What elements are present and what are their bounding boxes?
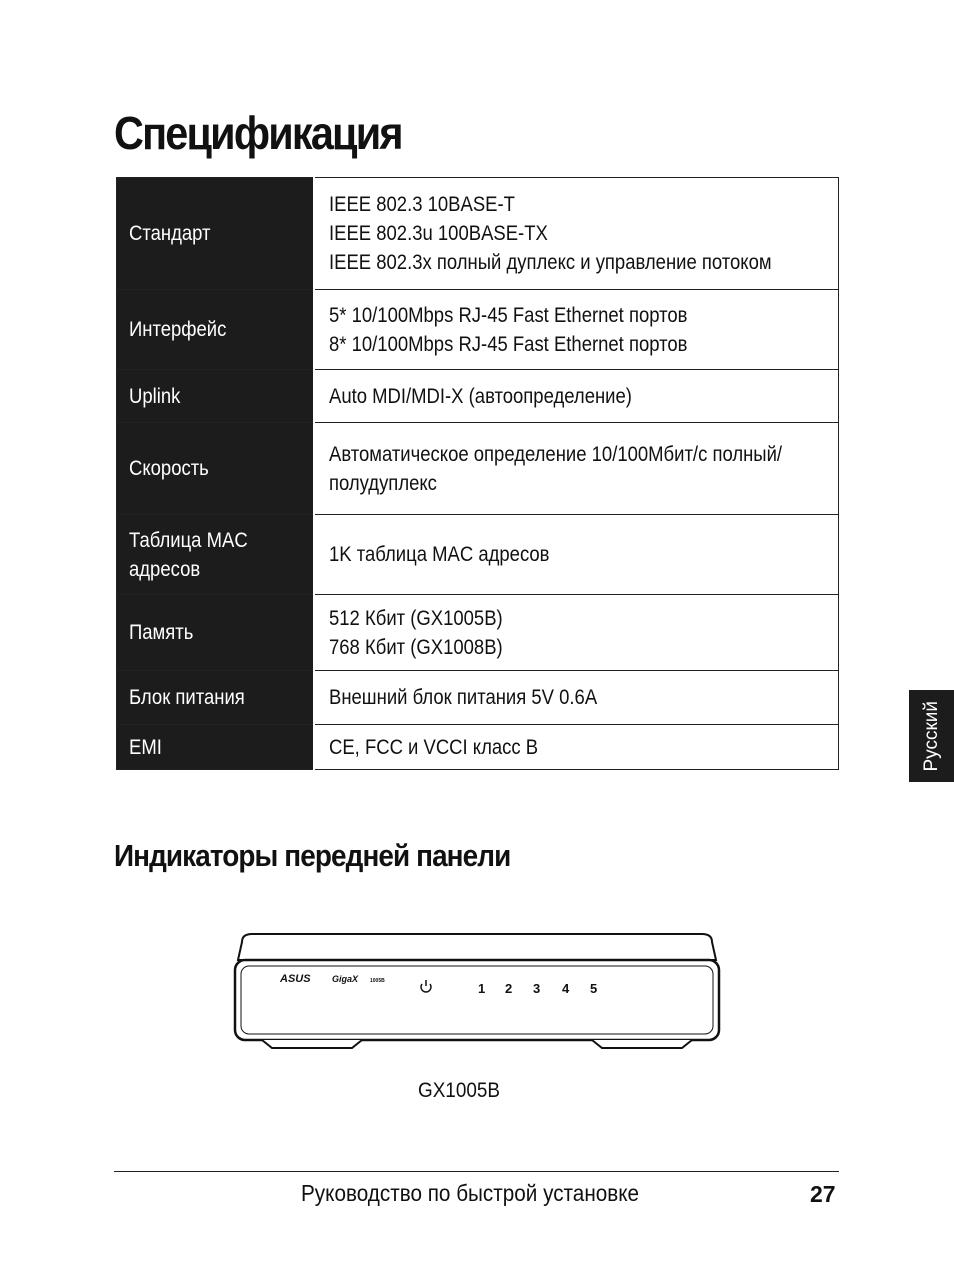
spec-label: Блок питания (117, 671, 315, 725)
spec-label: Стандарт (117, 178, 315, 290)
spec-value: 1K таблица MAC адресов (314, 515, 839, 595)
spec-value: 5* 10/100Mbps RJ-45 Fast Ethernet портов 8* 10/100Mbps RJ-45 Fast Ethernet портов (314, 290, 839, 370)
spec-value: Auto MDI/MDI-X (автоопределение) (314, 370, 839, 423)
spec-label: Память (117, 595, 315, 671)
spec-row-emi (117, 725, 839, 770)
port-led-2: 2 (505, 981, 513, 996)
spec-row-power-supply (117, 671, 839, 725)
page-title: Спецификация (114, 107, 402, 159)
spec-value: Внешний блок питания 5V 0.6A (314, 671, 839, 725)
spec-row-standard (117, 178, 839, 290)
port-led-1: 1 (478, 981, 486, 996)
spec-row-uplink (117, 370, 839, 423)
spec-value: 512 Кбит (GX1005B) 768 Кбит (GX1008B) (314, 595, 839, 671)
model-small-logo: 1005B (370, 978, 385, 984)
spec-value: Автоматическое определение 10/100Мбит/с полный/ полудуплекс (314, 423, 839, 515)
spec-label: Скорость (117, 423, 315, 515)
device-caption: GX1005B (418, 1079, 500, 1102)
footer-title: Руководство по быстрой установке (301, 1180, 640, 1206)
spec-label: EMI (117, 725, 315, 770)
spec-row-speed (117, 423, 839, 515)
language-tab-label: Русский (920, 700, 942, 772)
spec-label: Таблица MAC адресов (117, 515, 315, 595)
footer-divider (114, 1171, 839, 1172)
asus-logo: ASUS (280, 973, 311, 985)
spec-table (116, 177, 839, 770)
spec-value: CE, FCC и VCCI класс B (314, 725, 839, 770)
port-led-4: 4 (562, 981, 570, 996)
gigax-logo: GigaX (332, 974, 359, 984)
spec-value: IEEE 802.3 10BASE-T IEEE 802.3u 100BASE-TX IEEE 802.3x полный дуплекс и управление потоком (314, 178, 839, 290)
switch-front-panel (232, 928, 722, 1054)
spec-row-memory (117, 595, 839, 671)
spec-row-mac-table (117, 515, 839, 595)
port-led-3: 3 (533, 981, 541, 996)
spec-label: Интерфейс (117, 290, 315, 370)
port-led-5: 5 (590, 981, 598, 996)
page-number: 27 (810, 1181, 836, 1207)
language-tab (909, 690, 954, 782)
spec-row-interface (117, 290, 839, 370)
spec-label: Uplink (117, 370, 315, 423)
section-title: Индикаторы передней панели (114, 838, 511, 873)
